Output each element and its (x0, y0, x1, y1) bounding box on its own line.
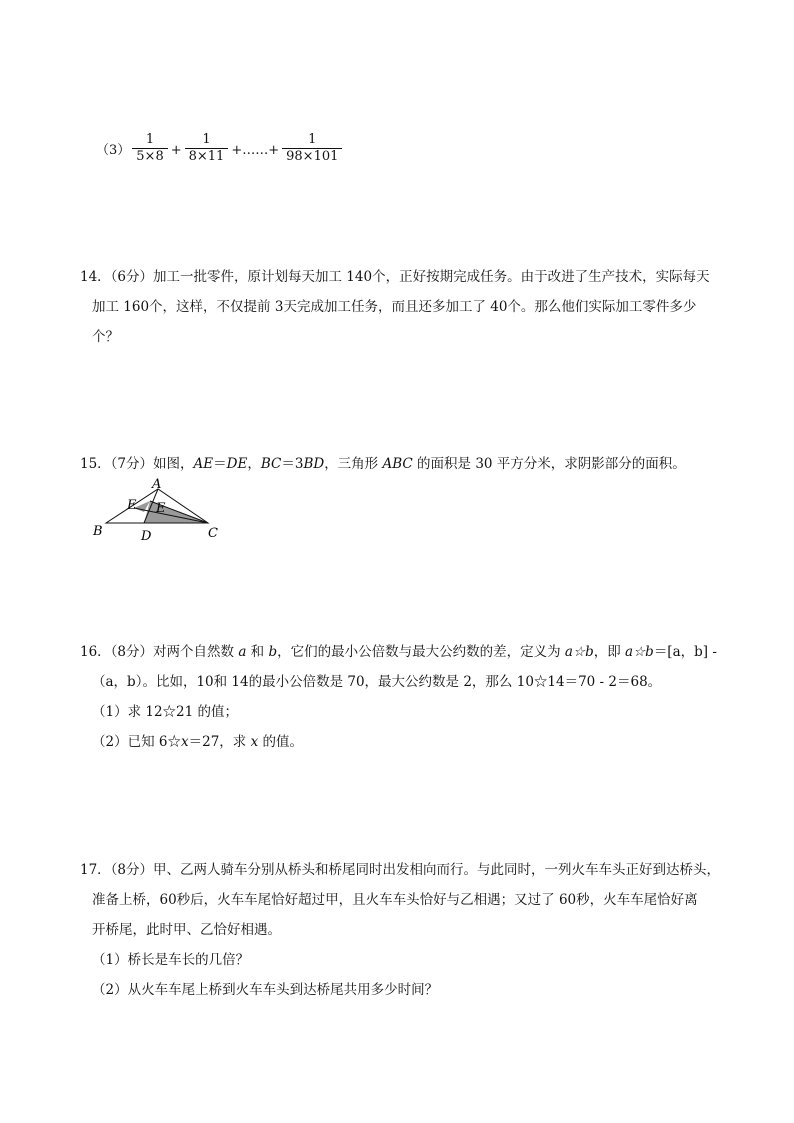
q17-sub-2: （2）从火车车尾上桥到火车车头到达桥尾共用多少时间？ (92, 982, 439, 998)
q13-part3-expression (96, 128, 344, 168)
question-16 (80, 637, 730, 757)
triangle-diagram (88, 478, 228, 544)
label-d: D (141, 529, 152, 544)
q17-line-2: 准备上桥，60秒后，火车车尾恰好超过甲，且火车车头恰好与乙相遇；又过了 60秒，火车车尾恰好离 (92, 892, 698, 908)
q17-line-1: 17．（8分）甲、乙两人骑车分别从桥头和桥尾同时出发相向而行。与此同时，一列火车车头正好到达桥头， (80, 862, 721, 878)
q16-line-2: （a，b）。比如，10和 14的最小公倍数是 70，最大公约数是 2，那么 10☆14＝70 - 2＝68。 (92, 674, 662, 690)
label-a: A (152, 478, 162, 492)
label-e-right: E (156, 501, 166, 516)
triangle-figure (88, 478, 228, 544)
fraction-3: $\frac{1}{98\times 101}$ (282, 132, 342, 165)
q14-line-2: 加工 160个，这样，不仅提前 3天完成加工任务，而且还多加工了 40个。那么他们实际加工零件多少 (92, 299, 697, 315)
question-17 (80, 855, 730, 1005)
label-e-left: E (127, 498, 137, 513)
q13-part3-prefix: （3） (96, 142, 131, 158)
q17-line-3: 开桥尾，此时甲、乙恰好相遇。 (92, 922, 281, 938)
label-c: C (208, 526, 218, 541)
q17-sub-1: （1）桥长是车长的几倍？ (92, 952, 250, 968)
question-14 (80, 262, 730, 352)
q16-sub-2: （2）已知 6☆x＝27，求 x 的值。 (92, 734, 304, 750)
label-b: B (93, 524, 103, 539)
q16-line-1: 16．（8分）对两个自然数 a 和 b，它们的最小公倍数与最大公约数的差，定义为 a☆b，即 a☆b＝[a，b] - (80, 644, 717, 660)
fraction-1: $\frac{1}{5\times 8}$ (132, 132, 167, 165)
plus-sign: + (170, 142, 182, 158)
question-15 (80, 449, 730, 479)
fraction-2: $\frac{1}{8\times 11}$ (185, 132, 229, 165)
q14-line-1: 14．（6分）加工一批零件，原计划每天加工 140个，正好按期完成任务。由于改进了生产技术，实际每天 (80, 269, 710, 285)
q15-line-1: 15．（7分）如图，AE＝DE，BC＝3BD，三角形 ABC 的面积是 30 平方分米，求阴影部分的面积。 (80, 456, 686, 472)
q16-sub-1: （1）求 12☆21 的值； (92, 704, 239, 720)
plus-ellipsis: +……+ (231, 142, 280, 158)
q14-line-3: 个？ (92, 329, 119, 345)
